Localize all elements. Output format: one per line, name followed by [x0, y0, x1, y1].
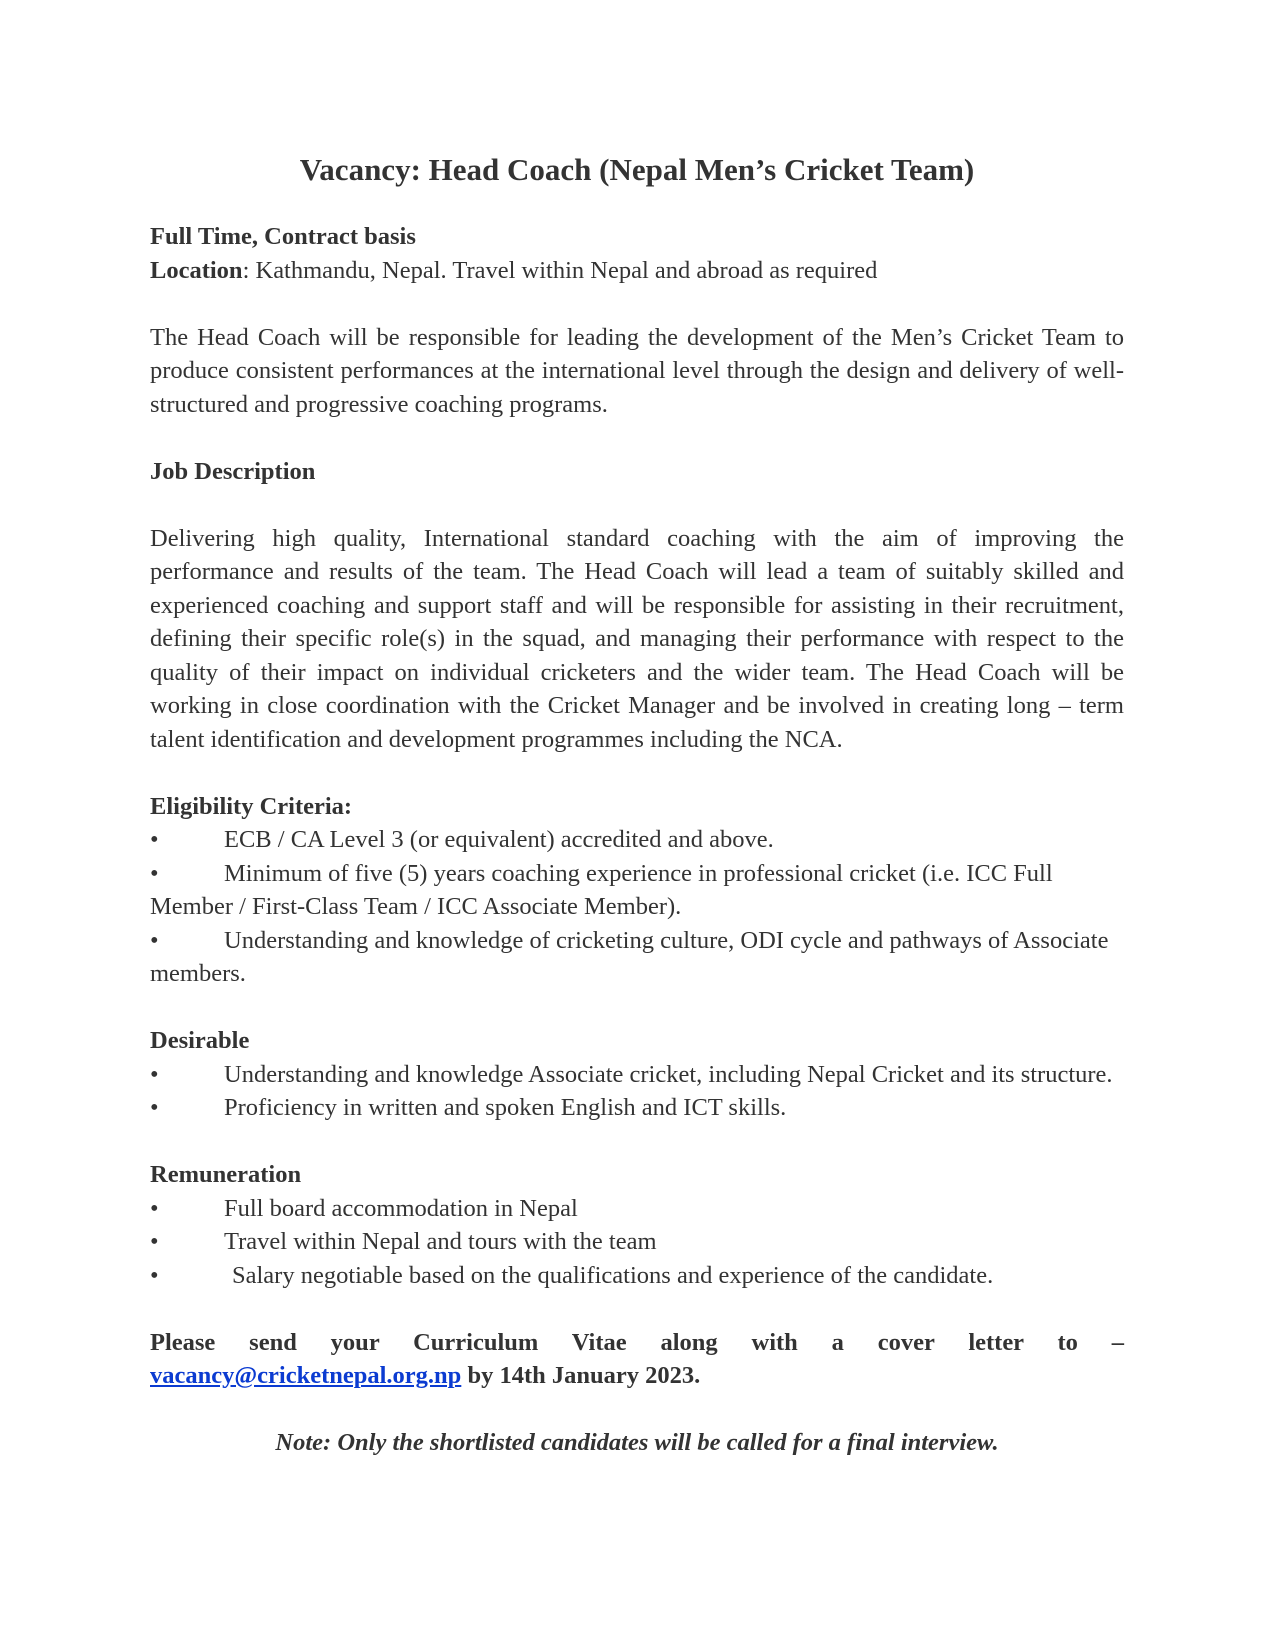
application-instructions: [150, 1326, 1124, 1393]
location-line: [150, 254, 1124, 288]
location-label: Location: [150, 256, 243, 284]
bullet: •: [150, 1094, 159, 1121]
bullet: •: [150, 826, 159, 853]
application-line: Please send your Curriculum Vitae along with a cover letter to –: [150, 1328, 1124, 1356]
bullet: •: [150, 1060, 159, 1088]
job-description-heading: Job Description: [150, 457, 316, 485]
bullet: •: [150, 926, 159, 954]
email-link[interactable]: vacancy@cricketnepal.org.np: [150, 1362, 462, 1389]
note-text: Note: Only the shortlisted candidates will be called for a final interview.: [275, 1429, 999, 1456]
list-item: • Understanding and knowledge Associate cricket, including Nepal Cricket and its structure.: [150, 1058, 1124, 1092]
remuneration-heading: Remuneration: [150, 1161, 302, 1188]
list-item: • Understanding and knowledge of cricketing culture, ODI cycle and pathways of Associate members.: [150, 924, 1124, 991]
bullet: •: [150, 1228, 159, 1255]
location-value: : Kathmandu, Nepal. Travel within Nepal and abroad as required: [242, 256, 878, 284]
deadline-text: by 14th January 2023.: [461, 1362, 701, 1389]
eligibility-heading: Eligibility Criteria:: [150, 792, 353, 820]
list-item: • Travel within Nepal and tours with the team: [150, 1225, 1124, 1259]
bullet: •: [150, 1261, 159, 1289]
list-item: • Salary negotiable based on the qualifications and experience of the candidate.: [150, 1259, 1124, 1293]
list-item: • Minimum of five (5) years coaching experience in professional cricket (i.e. ICC Full Member / First-Class Team / ICC Associate Member).: [150, 857, 1124, 924]
list-item: • Proficiency in written and spoken English and ICT skills.: [150, 1091, 1124, 1125]
employment-type: Full Time, Contract basis: [150, 223, 416, 250]
job-description-body: Delivering high quality, International standard coaching with the aim of improving the performance and results of the team. The Head Coach will lead a team of suitably skilled and experienced coaching and support staff and will be responsible for assisting in their recruitment, defining their specific role(s) in the squad, and managing their performance with respect to the quality of their impact on individual cricketers and the wider team. The Head Coach will be working in close coordination with the Cricket Manager and be involved in creating long – term talent identification and development programmes including the NCA.: [150, 524, 1124, 753]
desirable-heading: Desirable: [150, 1027, 250, 1054]
list-item: • Full board accommodation in Nepal: [150, 1192, 1124, 1226]
intro-paragraph: The Head Coach will be responsible for leading the development of the Men’s Cricket Team to produce consistent performances at the international level through the design and delivery of well-structured and progressive coaching programs.: [150, 323, 1124, 418]
vacancy-document: [150, 150, 1124, 1460]
page-title: Vacancy: Head Coach (Nepal Men’s Cricket Team): [299, 152, 975, 187]
list-item: • ECB / CA Level 3 (or equivalent) accredited and above.: [150, 823, 1124, 857]
bullet: •: [150, 859, 159, 887]
bullet: •: [150, 1194, 159, 1222]
